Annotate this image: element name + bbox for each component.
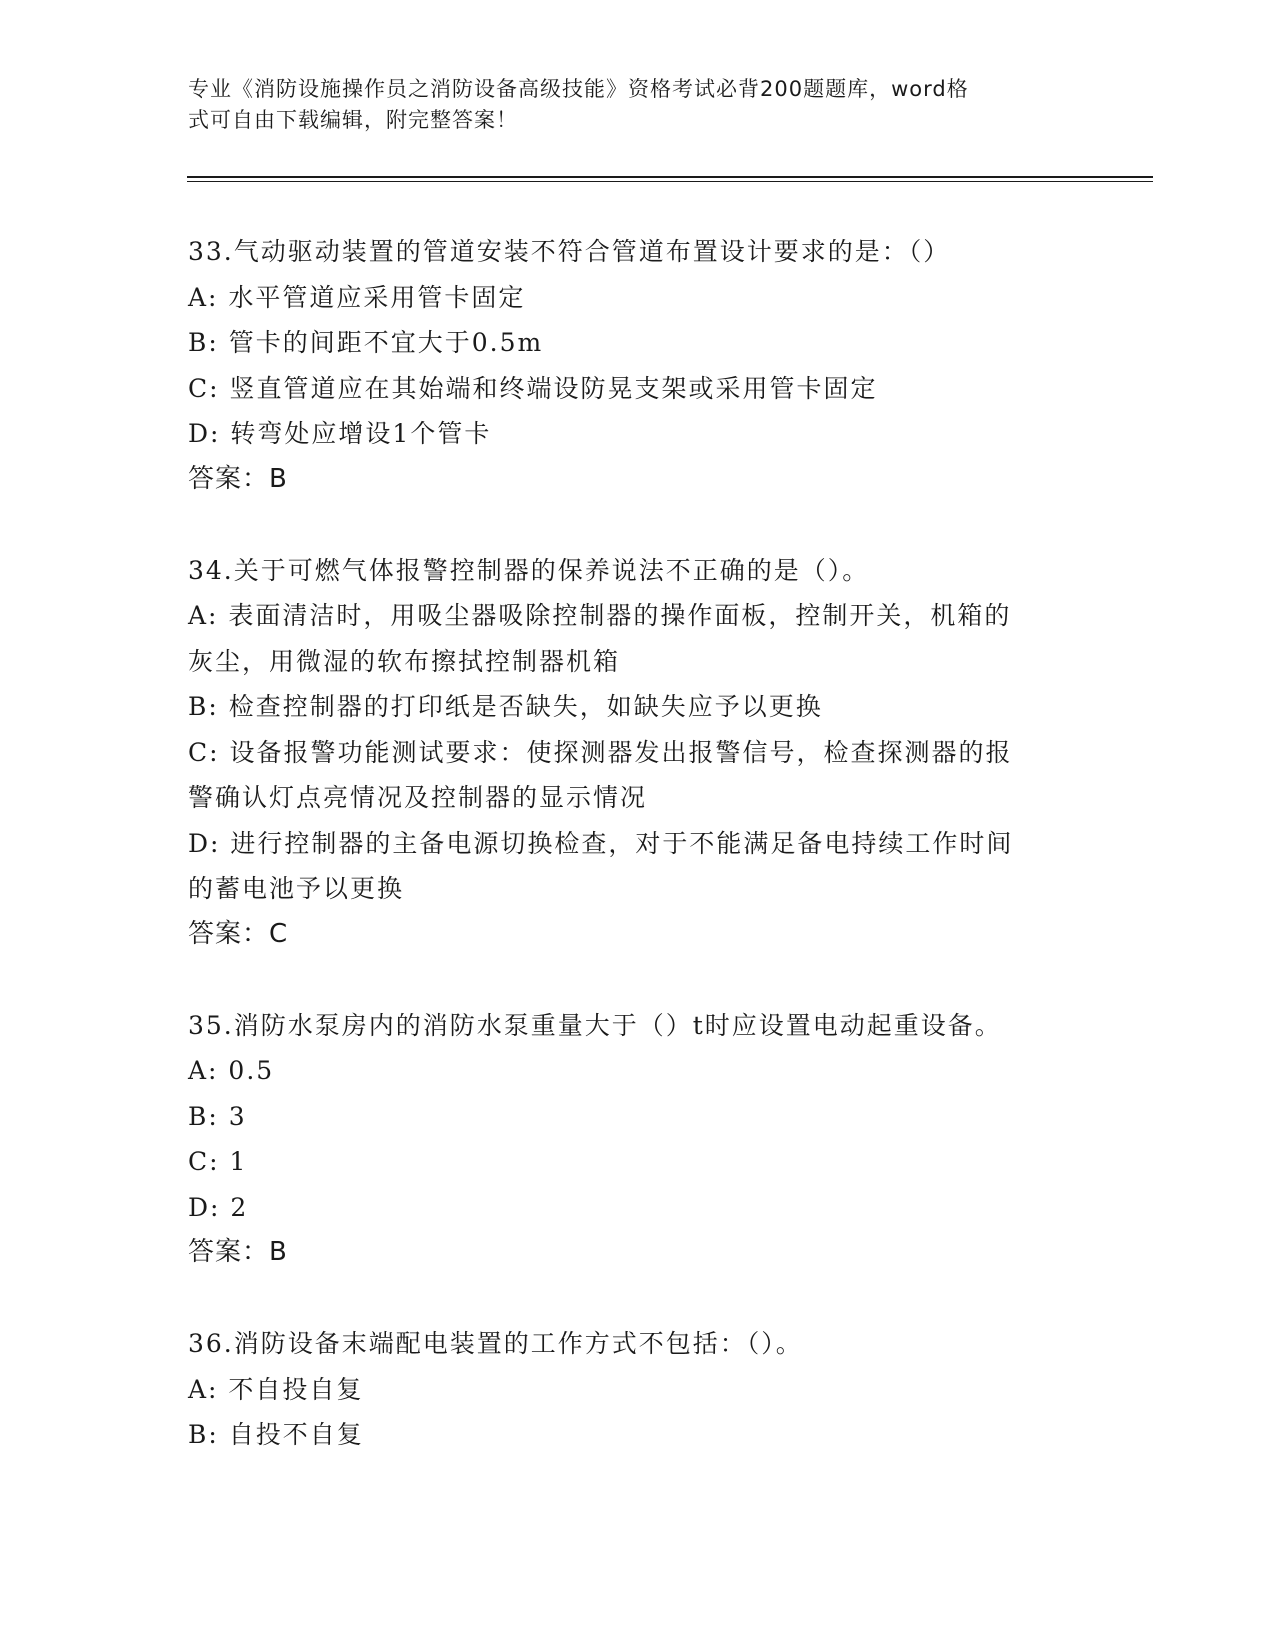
question-spacer (188, 957, 1108, 1003)
header-divider-thick (187, 176, 1153, 178)
option-a: A: 表面清洁时，用吸尘器吸除控制器的操作面板，控制开关，机箱的 (188, 601, 1012, 630)
option-d: D: 进行控制器的主备电源切换检查，对于不能满足备电持续工作时间 (188, 828, 1014, 858)
question-stem: 35.消防水泵房内的消防水泵重量大于（）t时应设置电动起重设备。 (188, 1010, 1002, 1040)
answer-label: 答案：C (188, 918, 289, 949)
header-title-line-2: 式可自由下载编辑，附完整答案！ (188, 108, 518, 132)
option-c: C: 设备报警功能测试要求：使探测器发出报警信号，检查探测器的报 (188, 737, 1013, 767)
question-35 (188, 1003, 1108, 1276)
option-c: C: 竖直管道应在其始端和终端设防晃支架或采用管卡固定 (188, 373, 878, 403)
option-d: D: 2 (188, 1192, 249, 1222)
option-a: A: 0.5 (188, 1056, 275, 1085)
question-spacer (188, 502, 1108, 548)
option-d: D: 转弯处应增设1个管卡 (188, 419, 492, 448)
question-34 (188, 548, 1108, 958)
question-spacer (188, 1276, 1108, 1322)
answer-label: 答案：B (188, 463, 288, 494)
option-b: B: 3 (188, 1101, 247, 1131)
answer-label: 答案：B (188, 1237, 288, 1267)
question-stem: 33.气动驱动装置的管道安装不符合管道布置设计要求的是：（） (188, 237, 951, 266)
option-d-continued: 的蓄电池予以更换 (188, 874, 405, 903)
question-list (188, 229, 1108, 1458)
question-stem: 34.关于可燃气体报警控制器的保养说法不正确的是（）。 (188, 555, 870, 585)
question-36 (188, 1321, 1108, 1458)
question-33 (188, 229, 1108, 502)
option-b: B: 管卡的间距不宜大于0.5m (188, 328, 544, 357)
option-a: A: 不自投自复 (188, 1374, 364, 1404)
question-stem: 36.消防设备末端配电装置的工作方式不包括：（）。 (188, 1329, 803, 1358)
option-a: A: 水平管道应采用管卡固定 (188, 282, 526, 312)
option-b: B: 自投不自复 (188, 1420, 364, 1449)
option-b: B: 检查控制器的打印纸是否缺失，如缺失应予以更换 (188, 692, 823, 721)
option-a-continued: 灰尘，用微湿的软布擦拭控制器机箱 (188, 646, 621, 676)
header-title-line-1: 专业《消防设施操作员之消防设备高级技能》资格考试必背200题题库，word格 (188, 77, 969, 101)
header-divider-thin (187, 181, 1153, 182)
document-header (188, 74, 1088, 136)
option-c: C: 1 (188, 1147, 248, 1176)
option-c-continued: 警确认灯点亮情况及控制器的显示情况 (188, 783, 648, 812)
